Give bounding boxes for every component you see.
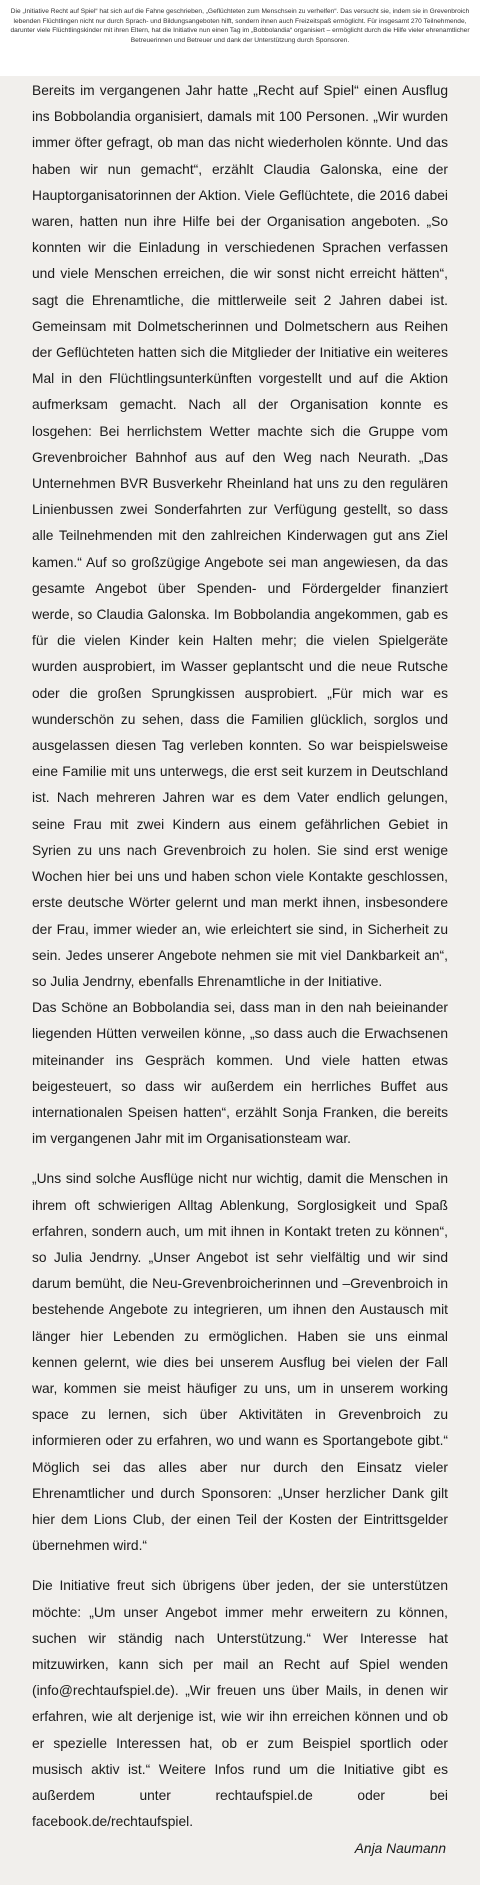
paragraph-3: „Uns sind solche Ausflüge nicht nur wichtig, damit die Menschen in ihrem oft schwierigen Alltag Ablenkung, Sorglosigkeit und Spaß erfahren, sondern auch, um mit ihnen in Kontakt treten zu können“, so Julia Jendrny. „Unser Angebot ist sehr vielfältig und wir sind darum bemüht, die Neu-Grevenbroicherinnen und –Grevenbroich in bestehende Angebote zu integrieren, um ihnen den Austausch mit länger hier Lebenden zu ermöglichen. Haben sie uns einmal kennen gelernt, wie dies bei unserem Ausflug bei vielen der Fall war, kommen sie meist häufiger zu uns, um in unserem working space zu lernen, sich über Aktivitäten in Grevenbroich zu informieren oder zu erfahren, wo und wann es Sportangebote gibt.“ Möglich sei das alles aber nur durch den Einsatz vieler Ehrenamtlicher und durch Sponsoren: „Unser herzlicher Dank gilt hier dem Lions Club, der einen Teil der Kosten der Eintrittsgelder übernehmen wird.“ — [32, 1171, 448, 1554]
paragraph-2: Das Schöne an Bobbolandia sei, dass man in den nah beieinander liegenden Hütten verweilen könne, „so dass auch die Erwachsenen miteinander ins Gespräch kommen. Und viele hatten etwas beigesteuert, so dass wir außerdem ein herrliches Buffet aus internationalen Speisen hatten“, erzählt Sonja Franken, die bereits im vergangenen Jahr mit im Organisationsteam war. — [32, 1000, 448, 1147]
paragraph-4: Die Initiative freut sich übrigens über jeden, der sie unterstützen möchte: „Um unser Angebot immer mehr erweitern zu können, suchen wir ständig nach Unterstützung.“ Wer Interesse hat mitzuwirken, kann sich per mail an Recht auf Spiel wenden (info@rechtaufspiel.de). „Wir freuen uns über Mails, in denen wir erfahren, wie alt derjenige ist, wie wir ihn erreichen können und ob er spezielle Interessen hat, ob er zum Beispiel sportlich oder musisch aktiv ist.“ Weitere Infos rund um die Initiative gibt es außerdem unter rechtaufspiel.de oder bei facebook.de/rechtaufspiel. — [32, 1578, 448, 1830]
paragraph-1: Bereits im vergangenen Jahr hatte „Recht auf Spiel“ einen Ausflug ins Bobbolandia organisiert, damals mit 100 Personen. „Wir wurden immer öfter gefragt, ob man das nicht wiederholen könnte. Und das haben wir nun gemacht“, erzählt Claudia Galonska, eine der Hauptorganisatorinnen der Aktion. Viele Geflüchtete, die 2016 dabei waren, hatten nun ihre Hilfe bei der Organisation angeboten. „So konnten wir die Einladung in verschiedenen Sprachen verfassen und viele Menschen erreichen, die wir sonst nicht erreicht hätten“, sagt die Ehrenamtliche, die mittlerweile seit 2 Jahren dabei ist. Gemeinsam mit Dolmetscherinnen und Dolmetschern aus Reihen der Geflüchteten hatten sich die Mitglieder der Initiative ein weiteres Mal in den Flüchtlingsunterkünften vorgestellt und auf die Aktion aufmerksam gemacht. Nach all der Organisation konnte es losgehen: Bei herrlichstem Wetter machte sich die Gruppe vom Grevenbroicher Bahnhof aus auf den Weg nach Neurath. „Das Unternehmen BVR Busverkehr Rheinland hat uns zu den regulären Linienbussen zwei Sonderfahrten zur Verfügung gestellt, so dass alle Teilnehmenden mit den zahlreichen Kinderwagen gut ans Ziel kamen.“ Auf so großzügige Angebote sei man angewiesen, da das gesamte Angebot über Spenden- und Fördergelder finanziert werde, so Claudia Galonska. Im Bobbolandia angekommen, gab es für die vielen Kinder kein Halten mehr; die vielen Spielgeräte wurden ausprobiert, im Wasser geplantscht und die neue Rutsche oder die großen Sprungkissen ausprobiert. „Für mich war es wunderschön zu sehen, dass die Familien glücklich, sorglos und ausgelassen diesen Tag verleben konnten. So war beispielsweise eine Familie mit uns unterwegs, die erst seit kurzem in Deutschland ist. Nach mehreren Jahren war es dem Vater endlich gelungen, seine Frau mit zwei Kindern aus einem gefährlichen Gebiet in Syrien zu uns nach Grevenbroich zu holen. Sie sind erst wenige Wochen hier bei uns und haben schon viele Kontakte geschlossen, erste deutsche Wörter gelernt und man merkt ihnen, insbesondere der Frau, immer wieder an, wie erleichtert sie sind, in Sicherheit zu sein. Jedes unserer Angebote nehmen sie mit viel Dankbarkeit an“, so Julia Jendrny, ebenfalls Ehrenamtliche in der Initiative. — [32, 83, 448, 989]
intro-strip: Die „Initiative Recht auf Spiel“ hat sich auf die Fahne geschrieben, „Geflüchteten zum Menschsein zu verhelfen“. Das versucht sie, indem sie in Grevenbroich lebenden Flüchtlingen nicht nur durch Sprach- und Bildungsangeboten hilft, sondern ihnen auch Freizeitspaß ermöglicht. Für insgesamt 270 Teilnehmende, darunter viele Flüchtlingskinder mit ihren Eltern, hat die Initiative nun einen Tag im „Bobbolandia“ organisiert – ermöglicht durch die Hilfe vieler ehrenamtlicher Betreuerinnen und Betreuer und dank der Unterstützung durch Sponsoren. — [0, 0, 480, 76]
author-byline: Anja Naumann — [354, 1841, 446, 1857]
